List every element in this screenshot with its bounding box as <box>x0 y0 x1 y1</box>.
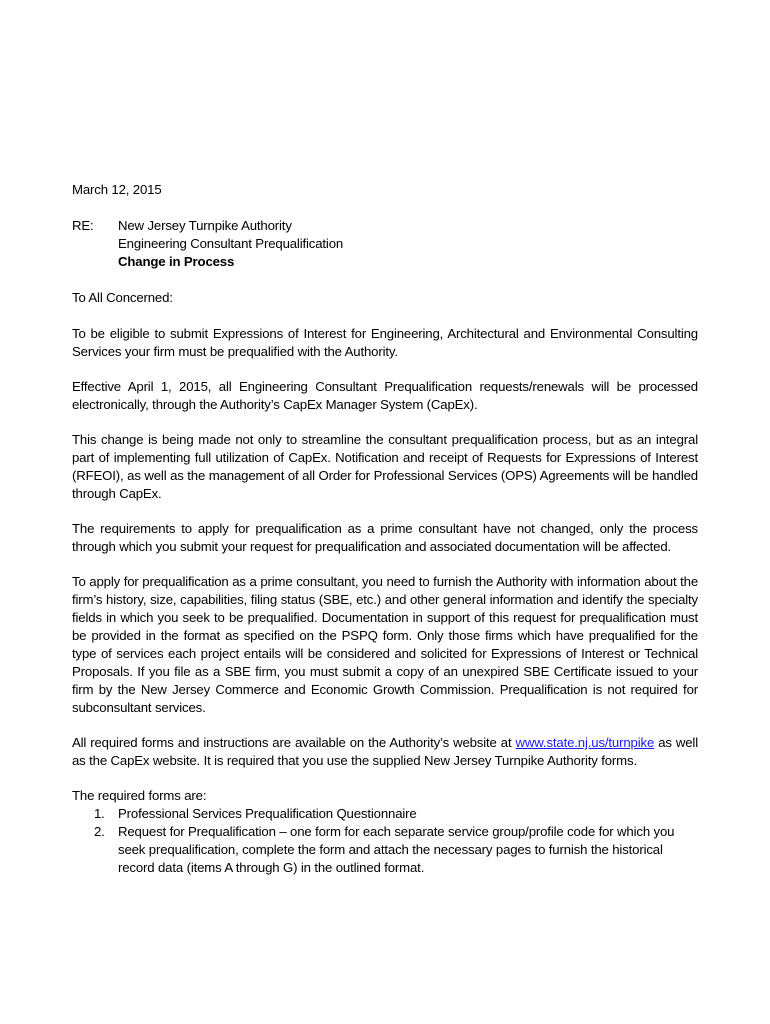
list-item-text: Request for Prequalification – one form for each separate service group/profile code for which you seek prequalification, complete the form and attach the necessary pages to furnish the historical record data (items A through G) in the outlined format. <box>118 824 675 875</box>
list-item-text: Professional Services Prequalification Questionnaire <box>118 806 417 821</box>
list-item-number: 1. <box>94 806 105 821</box>
paragraph-effective-date: Effective April 1, 2015, all Engineering Consultant Prequalification requests/renewals will be processed electronically, through the Authority’s CapEx Manager System (CapEx). <box>72 379 698 412</box>
letter-date: March 12, 2015 <box>72 182 162 197</box>
paragraph-change-reason: This change is being made not only to streamline the consultant prequalification process, but as an integral part of implementing full utilization of CapEx. Notification and receipt of Requests for Expressions of Interest (RFEOI), as well as the management of all Order for Professional Services (OPS) Agreements will be handled through CapEx. <box>72 432 698 501</box>
subject-line-topic: Engineering Consultant Prequalification <box>118 236 344 251</box>
paragraph-how-to-apply: To apply for prequalification as a prime consultant, you need to furnish the Authority with information about the firm’s history, size, capabilities, filing status (SBE, etc.) and other general information and identify the specialty fields in which you seek to be prequalified. Documentation in support of this request for prequalification must be provided in the format as specified on the PSPQ form. Only those firms which have prequalified for the type of services each project entails will be considered and solicited for Expressions of Interest or Technical Proposals. If you file as a SBE firm, you must submit a copy of an unexpired SBE Certificate issued to your firm by the New Jersey Commerce and Economic Growth Commission. Prequalification is not required for subconsultant services. <box>72 574 698 715</box>
paragraph-requirements: The requirements to apply for prequalification as a prime consultant have not changed, only the process through which you submit your request for prequalification and associated documentation will be affected. <box>72 521 698 554</box>
paragraph-eligibility: To be eligible to submit Expressions of Interest for Engineering, Architectural and Environmental Consulting Services your firm must be prequalified with the Authority. <box>72 326 698 359</box>
list-item-number: 2. <box>94 824 105 839</box>
subject-label: RE: <box>72 218 94 233</box>
turnpike-website-link[interactable]: www.state.nj.us/turnpike <box>515 735 655 750</box>
forms-availability-text-after: as well as the CapEx website. It is required that you use the supplied New Jersey Turnpike Authority forms. <box>72 735 698 768</box>
subject-lines <box>118 217 343 271</box>
subject-line-organization: New Jersey Turnpike Authority <box>118 218 292 233</box>
subject-line-change: Change in Process <box>118 254 235 269</box>
salutation: To All Concerned: <box>72 290 173 305</box>
required-forms-list <box>72 805 698 877</box>
list-item <box>72 805 698 823</box>
paragraph-forms-availability <box>72 734 698 770</box>
subject-row <box>72 217 698 271</box>
letter-body <box>72 181 698 877</box>
list-item <box>72 823 698 877</box>
subject-block <box>72 217 698 271</box>
required-forms-heading: The required forms are: <box>72 788 207 803</box>
forms-availability-text-before: All required forms and instructions are available on the Authority’s website at <box>72 735 516 750</box>
